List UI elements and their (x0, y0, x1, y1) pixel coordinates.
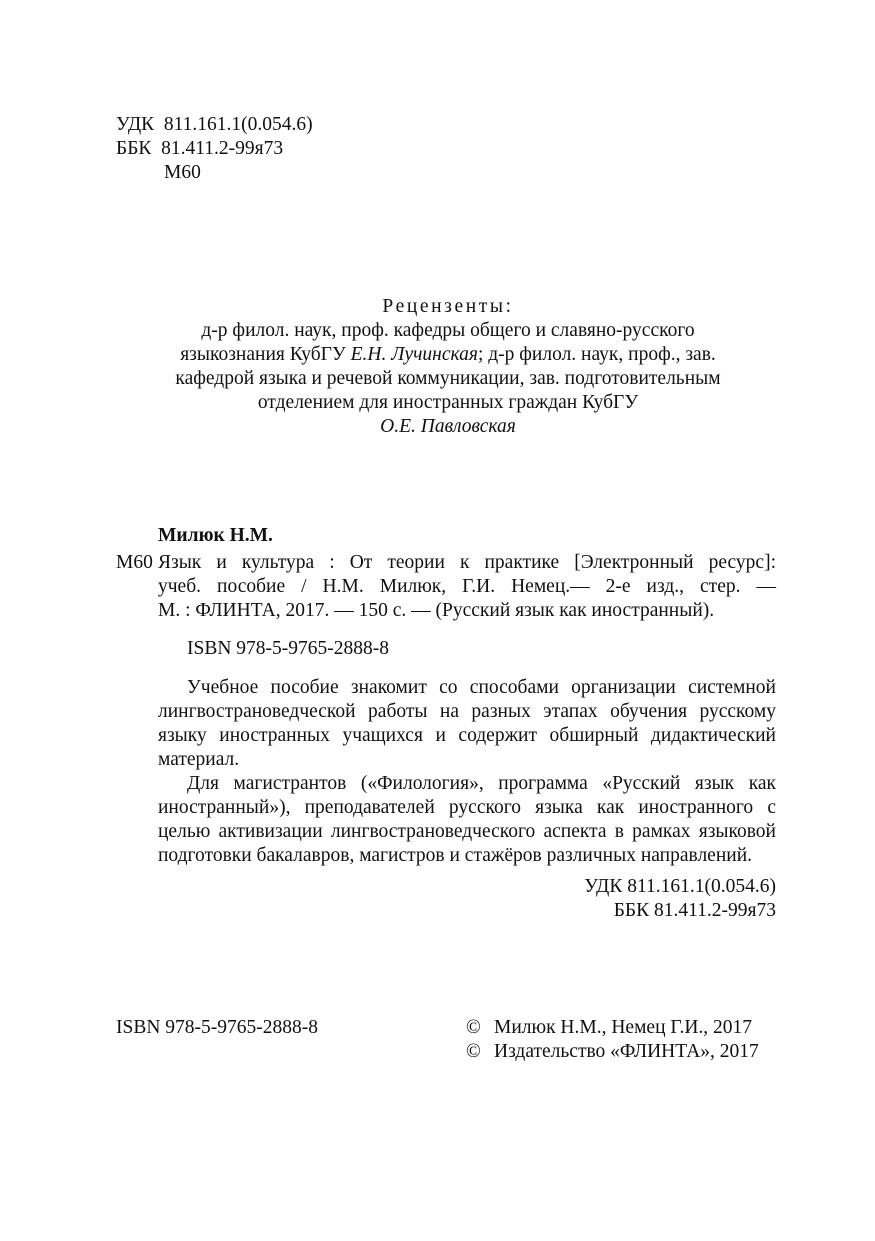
annotation-paragraph-1: Учебное пособие знакомит со способами организации системной лингвострановедческой работы на разных этапах обучения русскому языку иностранных учащихся и содержит обширный дидактический материал. (158, 677, 776, 770)
annotation (158, 676, 776, 868)
reviewer-name-2: О.Е. Павловская (380, 416, 516, 437)
reviewers-line-2 (120, 343, 776, 367)
biblio-line-1: Язык и культура : От теории к практике [Электронный ресурс]: (158, 552, 776, 573)
reviewers-title: Рецензенты: (382, 296, 514, 317)
catalog-isbn: ISBN 978-5-9765-2888-8 (187, 638, 390, 659)
udk-code: УДК 811.161.1(0.054.6) (116, 114, 313, 135)
copyright-line-1 (466, 1016, 759, 1040)
annotation-paragraph-2: Для магистрантов («Филология», программа «Русский язык как иностранный»), преподавателей русского языка как иностранного с целью активизации лингвострановедческого аспекта в рамках языковой подготовки бакалавров, магистров и стажёров различных направлений. (158, 773, 776, 866)
biblio-line-2: учеб. пособие / Н.М. Милюк, Г.И. Немец.— 2-е изд., стер. — (158, 576, 776, 597)
biblio-line-3: М. : ФЛИНТА, 2017. — 150 с. — (Русский язык как иностранный). (158, 600, 715, 621)
copyright-line-2 (466, 1040, 759, 1064)
reviewers-line-1: д-р филол. наук, проф. кафедры общего и славяно-русского (201, 320, 695, 341)
reviewers-section (120, 295, 776, 439)
reviewers-line-4: отделением для иностранных граждан КубГУ (257, 392, 639, 413)
copyright-block (466, 1016, 759, 1064)
author-mark: М60 (164, 162, 201, 183)
reviewers-line-2-start: языкознания КубГУ (180, 344, 351, 365)
catalog-author: Милюк Н.М. (158, 525, 273, 546)
annotation-udk: УДК 811.161.1(0.054.6) (584, 876, 776, 897)
udk-bbk-header (116, 113, 313, 185)
reviewers-line-3: кафедрой языка и речевой коммуникации, зав. подготовительным (175, 368, 721, 389)
footer-isbn: ISBN 978-5-9765-2888-8 (116, 1017, 319, 1038)
bibliographic-record (158, 551, 776, 623)
copyright-publisher: Издательство «ФЛИНТА», 2017 (494, 1041, 759, 1062)
bbk-code: ББК 81.411.2-99я73 (116, 138, 284, 159)
copyright-icon: © (466, 1041, 481, 1062)
annotation-bbk: ББК 81.411.2-99я73 (613, 900, 776, 921)
catalog-cipher: М60 (116, 552, 153, 573)
annotation-classification (476, 875, 776, 923)
copyright-icon: © (466, 1017, 481, 1038)
reviewers-line-2-end: ; д-р филол. наук, проф., зав. (477, 344, 716, 365)
reviewer-name-1: Е.Н. Лучинская (350, 344, 478, 365)
copyright-authors: Милюк Н.М., Немец Г.И., 2017 (494, 1017, 753, 1038)
